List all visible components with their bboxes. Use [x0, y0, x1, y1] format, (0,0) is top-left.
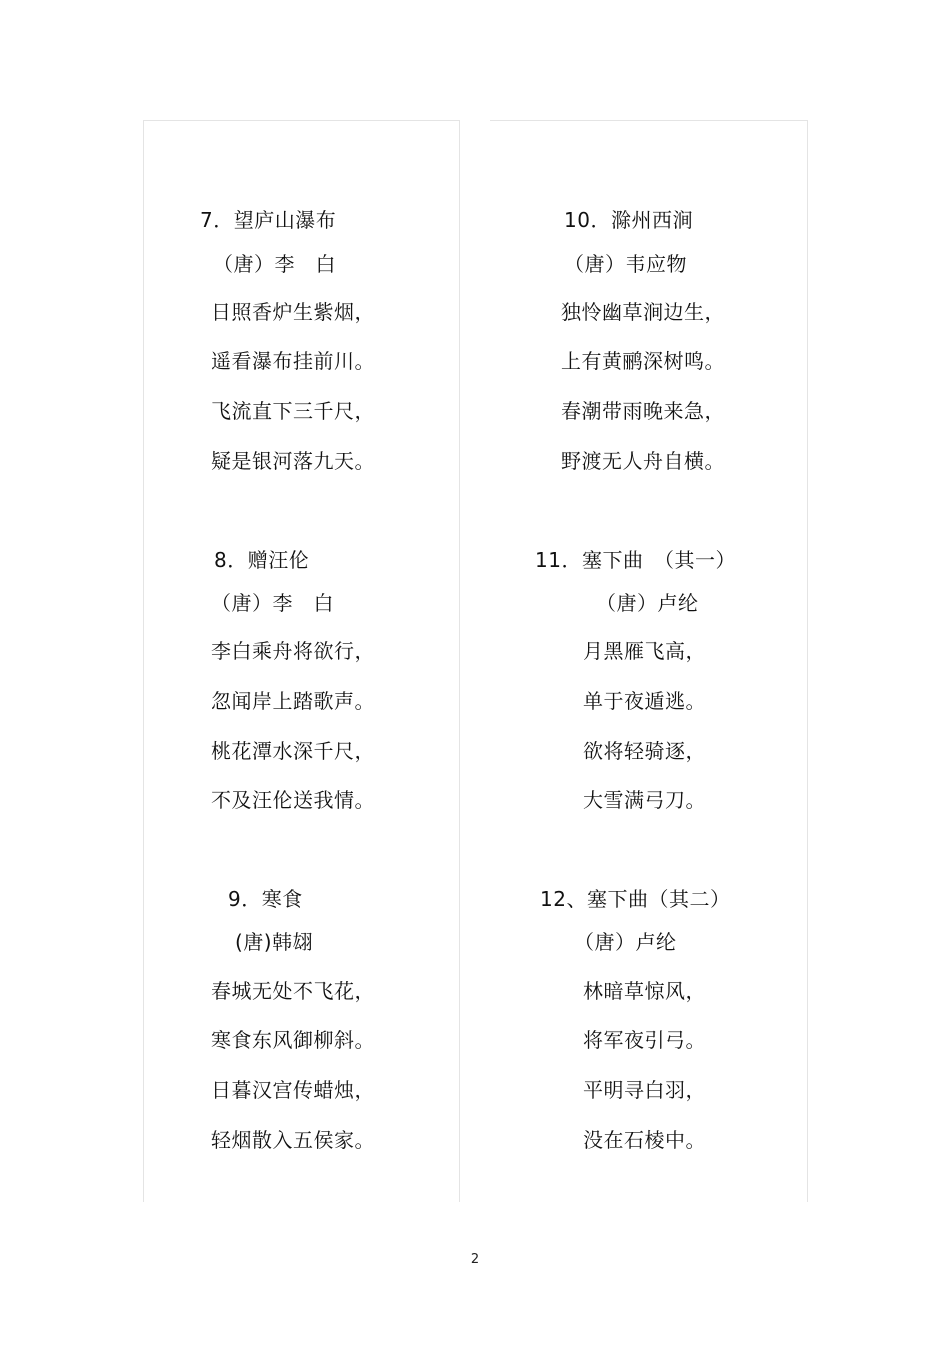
poem-title: 11．塞下曲 （其一）: [535, 548, 736, 572]
poem-author: (唐)韩翃: [235, 930, 314, 954]
poem-line: 野渡无人舟自横。: [561, 449, 725, 473]
poem-line: 大雪满弓刀。: [583, 788, 706, 812]
poem-line: 李白乘舟将欲行，: [211, 639, 375, 663]
poem-line: 飞流直下三千尺，: [211, 399, 375, 423]
poem-line: 上有黄鹂深树鸣。: [561, 349, 725, 373]
page-number: 2: [470, 1252, 480, 1267]
poem-line: 桃花潭水深千尺，: [211, 739, 375, 763]
poem-line: 疑是银河落九天。: [211, 449, 375, 473]
poem-author: （唐）李 白: [213, 252, 336, 276]
poem-line: 月黑雁飞高，: [583, 639, 706, 663]
poem-title: 10．滁州西涧: [564, 208, 693, 232]
poem-author: （唐）卢纶: [596, 591, 699, 615]
poem-author: （唐）李 白: [211, 591, 334, 615]
poem-title: 9．寒食: [228, 887, 303, 911]
poem-line: 单于夜遁逃。: [583, 689, 706, 713]
poem-title: 8．赠汪伦: [214, 548, 310, 572]
poem-line: 将军夜引弓。: [583, 1028, 706, 1052]
poem-line: 平明寻白羽，: [583, 1078, 706, 1102]
poem-line: 不及汪伦送我情。: [211, 788, 375, 812]
poem-line: 忽闻岸上踏歌声。: [211, 689, 375, 713]
poem-line: 欲将轻骑逐，: [583, 739, 706, 763]
poem-line: 寒食东风御柳斜。: [211, 1028, 375, 1052]
poem-title: 7．望庐山瀑布: [200, 208, 337, 232]
poem-title: 12、塞下曲（其二）: [540, 887, 731, 911]
poem-line: 日暮汉宫传蜡烛，: [211, 1078, 375, 1102]
poem-line: 日照香炉生紫烟，: [211, 300, 375, 324]
poem-line: 没在石棱中。: [583, 1128, 706, 1152]
poem-line: 春潮带雨晚来急，: [561, 399, 725, 423]
poem-author: （唐）韦应物: [564, 252, 687, 276]
poem-line: 春城无处不飞花，: [211, 979, 375, 1003]
poem-line: 独怜幽草涧边生，: [561, 300, 725, 324]
poem-line: 轻烟散入五侯家。: [211, 1128, 375, 1152]
poem-line: 遥看瀑布挂前川。: [211, 349, 375, 373]
poem-line: 林暗草惊风，: [583, 979, 706, 1003]
poem-author: （唐）卢纶: [574, 930, 677, 954]
